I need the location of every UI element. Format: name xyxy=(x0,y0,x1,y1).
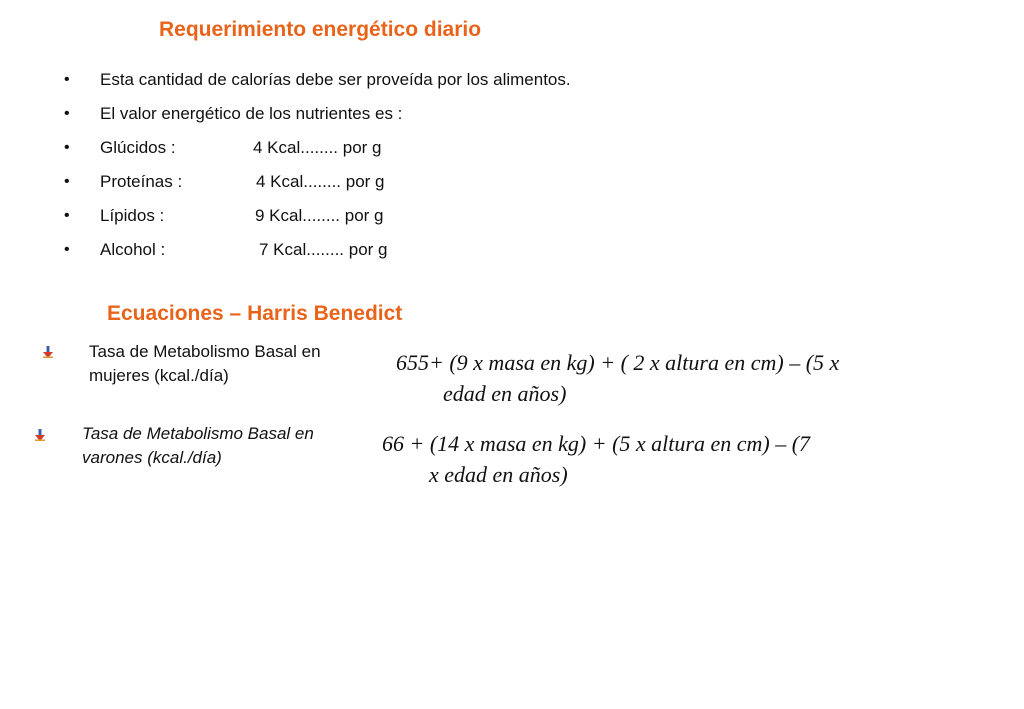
women-bmr-label xyxy=(89,340,389,388)
women-formula xyxy=(396,347,839,409)
bullet-dot: • xyxy=(64,207,70,224)
bullet-dot: • xyxy=(64,139,70,156)
men-formula-line1: 66 + (14 x masa en kg) + (5 x altura en cm) – (7 xyxy=(382,431,811,456)
page-title: Requerimiento energético diario xyxy=(159,18,482,41)
list-item-value: 4 Kcal........ por g xyxy=(256,172,385,191)
men-formula-line2: x edad en años) xyxy=(429,462,568,487)
men-label-line1: Tasa de Metabolismo Basal en xyxy=(82,424,314,443)
list-item-text: El valor energético de los nutrientes es : xyxy=(100,104,403,123)
section-subtitle: Ecuaciones – Harris Benedict xyxy=(107,302,403,325)
list-item-text: Lípidos : xyxy=(100,206,165,225)
list-item-text: Esta cantidad de calorías debe ser proveída por los alimentos. xyxy=(100,70,571,89)
women-label-line2: mujeres (kcal./día) xyxy=(89,366,229,385)
women-formula-line1: 655+ (9 x masa en kg) + ( 2 x altura en cm) – (5 x xyxy=(396,350,840,375)
women-label-line1: Tasa de Metabolismo Basal en xyxy=(89,342,321,361)
list-item-value: 4 Kcal........ por g xyxy=(253,138,382,157)
list-item-value: 9 Kcal........ por g xyxy=(255,206,384,225)
list-item-text: Proteínas : xyxy=(100,172,183,191)
list-item-text: Alcohol : xyxy=(100,240,166,259)
bullet-dot: • xyxy=(64,241,70,258)
list-item-value: 7 Kcal........ por g xyxy=(259,240,388,259)
bullet-dot: • xyxy=(64,105,70,122)
bullet-dot: • xyxy=(64,173,70,190)
women-formula-line2: edad en años) xyxy=(443,381,567,406)
pen-nib-bullet-icon xyxy=(35,429,45,441)
men-formula xyxy=(382,428,810,490)
bullet-dot: • xyxy=(64,71,70,88)
men-label-line2: varones (kcal./día) xyxy=(82,448,222,467)
list-item-text: Glúcidos : xyxy=(100,138,176,157)
pen-nib-bullet-icon xyxy=(43,346,53,358)
men-bmr-label xyxy=(82,422,382,470)
